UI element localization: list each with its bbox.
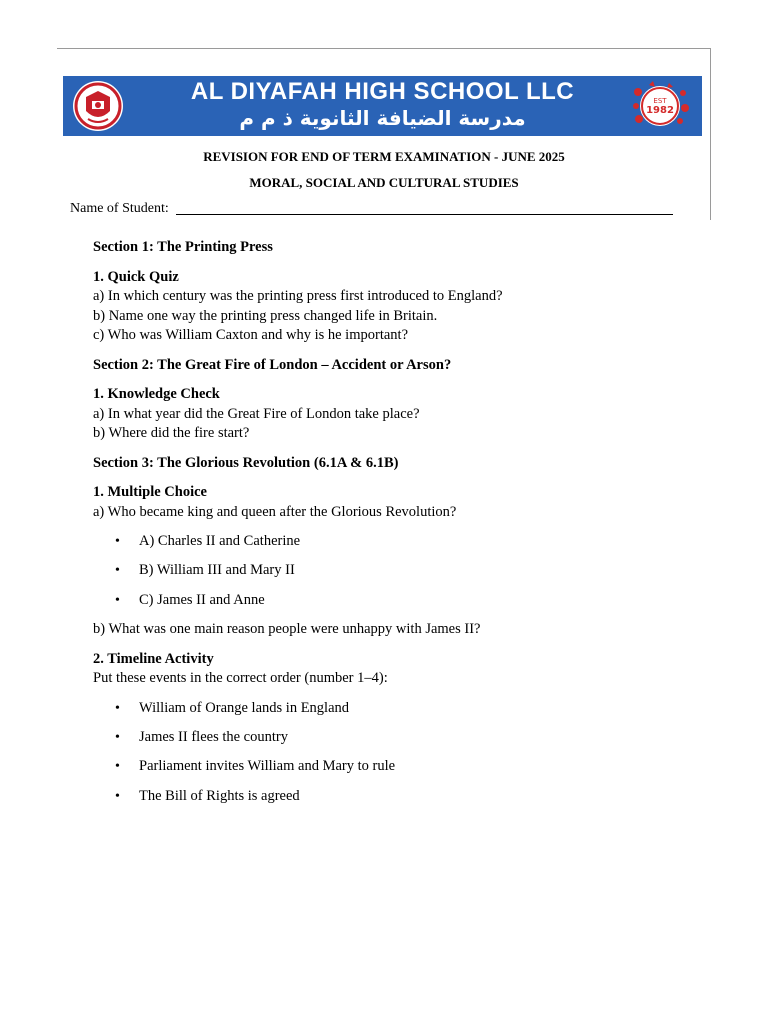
seal-est-text: EST xyxy=(653,97,667,105)
timeline-instruction: Put these events in the correct order (number 1–4): xyxy=(93,670,388,687)
question-1a: a) In which century was the printing press first introduced to England? xyxy=(93,288,503,304)
student-name-label: Name of Student: xyxy=(70,201,169,216)
timeline-events-list xyxy=(93,699,713,817)
question-3a: a) Who became king and queen after the Glorious Revolution? xyxy=(93,503,457,520)
answer-option: • B) William III and Mary II xyxy=(93,561,713,590)
question-1b: b) Name one way the printing press changed life in Britain. xyxy=(93,307,438,324)
question-2a: a) In what year did the Great Fire of London take place? xyxy=(93,405,420,422)
seal-year-text: 1982 xyxy=(646,105,674,116)
question-1c: c) Who was William Caxton and why is he important? xyxy=(93,327,408,343)
school-name: AL DIYAFAH HIGH SCHOOL LLC xyxy=(190,78,575,105)
timeline-event: • William of Orange lands in England xyxy=(93,699,713,728)
question-2b: b) Where did the fire start? xyxy=(93,425,250,441)
answer-option: • A) Charles II and Catherine xyxy=(93,532,713,561)
school-name-arabic: مدرسة الضيافة الثانوية ذ م م xyxy=(239,106,526,130)
timeline-event: • The Bill of Rights is agreed xyxy=(93,787,713,816)
answer-option: • C) James II and Anne xyxy=(93,591,713,620)
est-1982-seal-logo xyxy=(629,79,691,133)
answer-options-list xyxy=(93,532,713,620)
timeline-activity-heading: 2. Timeline Activity xyxy=(93,650,214,667)
school-banner xyxy=(63,76,702,136)
exam-title: REVISION FOR END OF TERM EXAMINATION - JUNE 2025 xyxy=(203,149,565,164)
section-3-heading: Section 3: The Glorious Revolution (6.1A & 6.1B) xyxy=(93,454,399,471)
page-top-border xyxy=(57,48,710,49)
question-3b: b) What was one main reason people were unhappy with James II? xyxy=(93,621,481,638)
knowledge-check-heading: 1. Knowledge Check xyxy=(93,386,220,402)
timeline-event: • Parliament invites William and Mary to rule xyxy=(93,757,713,786)
student-name-field[interactable] xyxy=(176,214,673,215)
page-right-border xyxy=(710,48,711,220)
multiple-choice-heading: 1. Multiple Choice xyxy=(93,484,207,500)
worksheet-content xyxy=(93,238,713,816)
section-1-heading: Section 1: The Printing Press xyxy=(93,239,273,255)
subject-title: MORAL, SOCIAL AND CULTURAL STUDIES xyxy=(249,175,519,190)
section-2-heading: Section 2: The Great Fire of London – Accident or Arson? xyxy=(93,356,452,373)
timeline-event: • James II flees the country xyxy=(93,728,713,757)
quick-quiz-heading: 1. Quick Quiz xyxy=(93,268,179,285)
